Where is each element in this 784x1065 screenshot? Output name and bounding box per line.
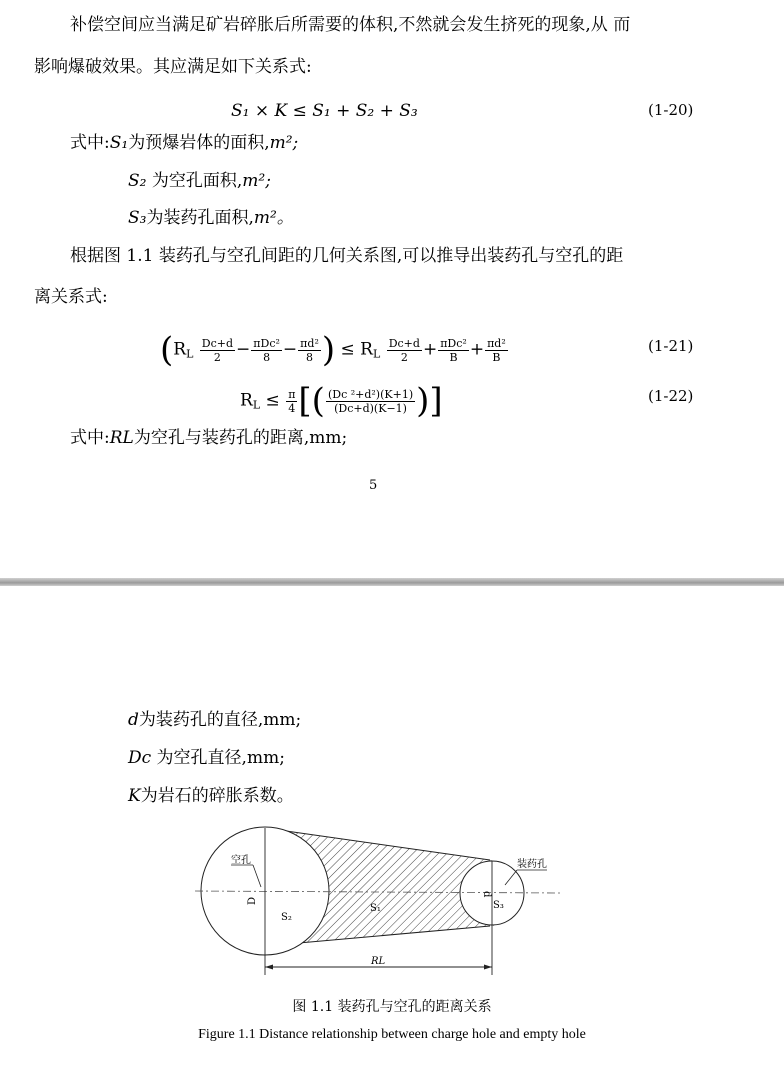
label-D: D: [247, 896, 258, 905]
definition-text: 为空孔直径,mm;: [151, 748, 285, 768]
symbol: S₂: [128, 171, 147, 191]
equation-number: (1-21): [648, 337, 694, 355]
definition-dc: [128, 746, 285, 770]
equation-1-20: S₁ × K ≤ S₁ + S₂ + S₃: [231, 101, 418, 121]
figure-caption-english: Figure 1.1 Distance relationship between charge hole and empty hole: [198, 1027, 586, 1042]
definition-prefix: 式中:: [70, 133, 110, 153]
equation-1-22: $R_L$ ≤ $\frac{\pi}{4}$ [( $\frac{\text{(Dc ²+d²)(K+1)}}{(Dc+d)(K-1)}$ )]: [240, 381, 443, 421]
symbol: K: [128, 786, 141, 806]
definition-s1: [70, 131, 298, 155]
figure-caption-chinese: 图 1.1 装药孔与空孔的距离关系: [292, 999, 492, 1015]
symbol: S₁: [109, 133, 129, 153]
definition-text: 为装药孔面积,: [146, 208, 254, 228]
label-s1: S₁: [370, 903, 381, 914]
label-rl: RL: [371, 956, 386, 967]
label-s2: S₂: [281, 912, 292, 923]
paragraph-line: 离关系式:: [34, 287, 108, 307]
symbol: Dc: [128, 748, 152, 768]
definition-s2: [128, 169, 271, 193]
paragraph-line: 补偿空间应当满足矿岩碎胀后所需要的体积,不然就会发生挤死的现象,从 而: [70, 15, 631, 35]
unit: m²;: [242, 171, 271, 191]
definition-text: 为岩石的碎胀系数。: [140, 786, 294, 806]
equation-1-21: ($R_L$ $\frac{Dc+d}{2}$ − $\frac{\text{πDc²}}{8}$ − $\frac{\text{πd²}}{8}$ ) ≤ $R_L$ $\frac{Dc+d}{2}$ + $\frac{\text{πDc²}}{B}$ + $\frac{\text{πd²}}{B}$: [160, 330, 506, 370]
equation-number: (1-22): [648, 387, 694, 405]
equation-number: (1-20): [648, 101, 694, 119]
definition-text: 为空孔与装药孔的距离,mm;: [133, 428, 348, 448]
symbol: S₃: [128, 208, 147, 228]
unit: m²。: [253, 208, 294, 228]
symbol: d: [128, 710, 139, 730]
definition-d: [128, 708, 301, 732]
page-number: 5: [369, 478, 378, 493]
definition-text: 为装药孔的直径,mm;: [138, 710, 302, 730]
label-charge-hole: 装药孔: [517, 859, 547, 870]
label-d: d: [481, 891, 492, 898]
label-s3: S₃: [493, 900, 504, 911]
arrow: [484, 965, 492, 970]
definition-rl: [70, 426, 347, 450]
definition-prefix: 式中:: [70, 428, 110, 448]
paragraph-line: 影响爆破效果。其应满足如下关系式:: [34, 57, 312, 77]
figure-distance-diagram: [195, 825, 560, 990]
symbol: RL: [109, 428, 134, 448]
definition-text: 为预爆岩体的面积,: [128, 133, 270, 153]
paragraph-line: 根据图 1.1 装药孔与空孔间距的几何关系图,可以推导出装药孔与空孔的距: [70, 246, 624, 266]
definition-k: [128, 784, 294, 808]
page-separator: [0, 578, 784, 586]
arrow: [265, 965, 273, 970]
definition-s3: [128, 206, 294, 230]
definition-text: 为空孔面积,: [146, 171, 243, 191]
label-empty-hole: 空孔: [231, 855, 251, 866]
unit: m²;: [269, 133, 299, 153]
